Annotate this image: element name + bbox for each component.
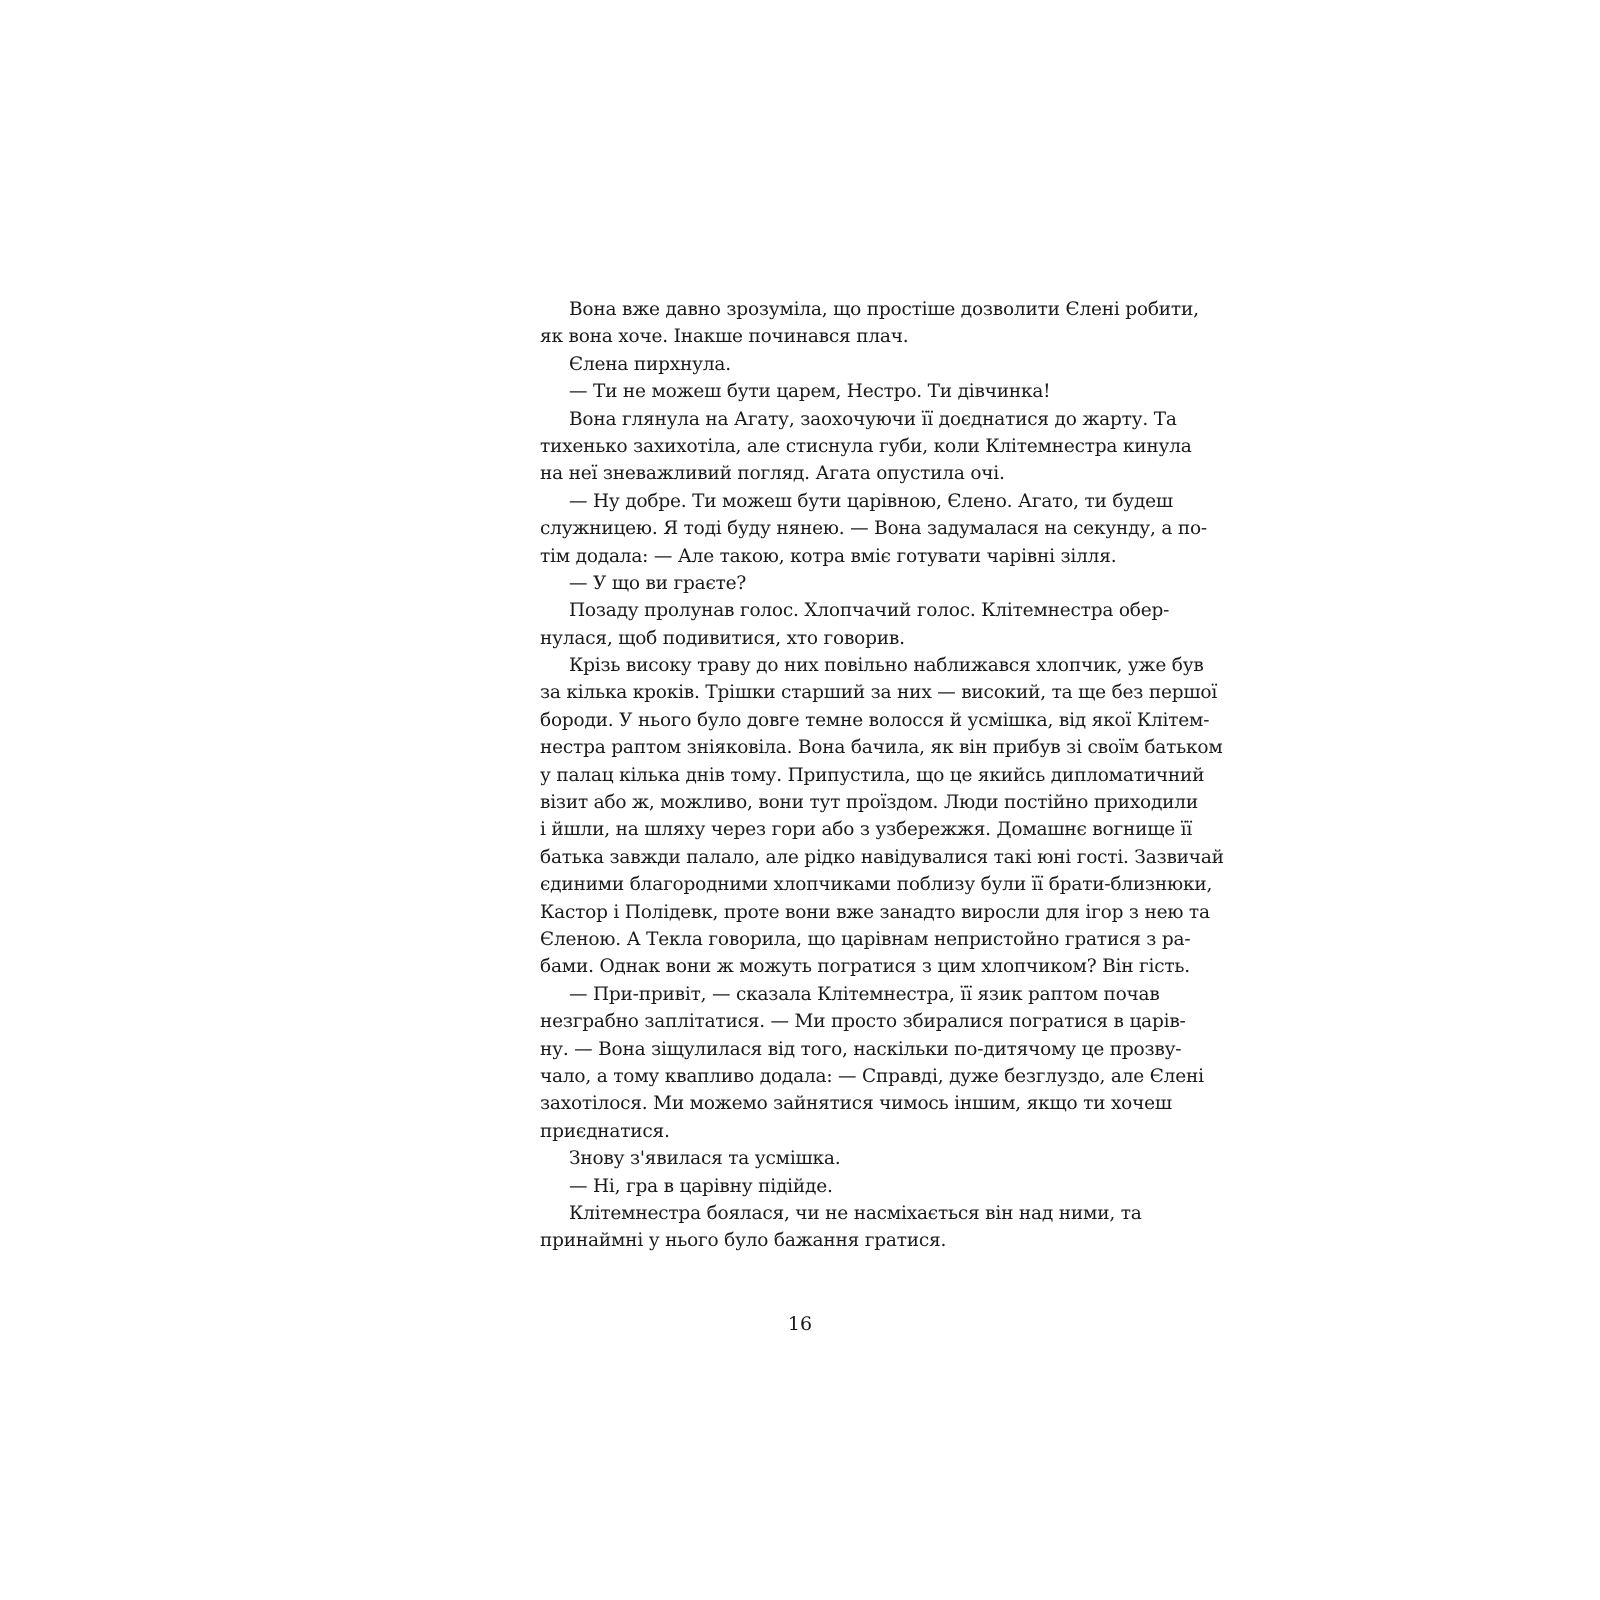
text-line: приєднатися. — [540, 1120, 670, 1142]
page-number: 16 — [787, 1313, 813, 1335]
text-line: Кастор і Полідевк, проте вони вже занадто виросли для ігор з нею та — [540, 901, 1210, 923]
text-line: тихенько захихотіла, але стиснула губи, коли Клітемнестра кинула — [540, 435, 1192, 457]
text-line: у палац кілька днів тому. Припустила, що це якийсь дипломатичний — [540, 764, 1205, 786]
text-line: батька завжди палало, але рідко навідувалися такі юні гості. Зазвичай — [540, 846, 1224, 868]
text-line: нулася, щоб подивитися, хто говорив. — [540, 627, 905, 649]
text-line: Позаду пролунав голос. Хлопчачий голос. Клітемнестра обер- — [569, 600, 1170, 622]
text-line: бороди. У нього було довге темне волосся й усмішка, від якої Клітем- — [540, 709, 1210, 731]
text-line: Єленою. А Текла говорила, що царівнам непристойно гратися з ра- — [540, 928, 1191, 950]
text-line: Єлена пирхнула. — [569, 353, 731, 375]
text-line: — Ні, гра в царівну підійде. — [569, 1175, 833, 1197]
text-line: нестра раптом зніяковіла. Вона бачила, як він прибув зі своїм батьком — [540, 737, 1223, 759]
text-line: захотілося. Ми можемо зайнятися чимось іншим, якщо ти хочеш — [540, 1093, 1172, 1115]
text-line: Знову з'явилася та усмішка. — [569, 1148, 841, 1170]
text-line: Вона глянула на Агату, заохочуючи її доєднатися до жарту. Та — [569, 408, 1177, 430]
text-line: чало, а тому квапливо додала: — Справді, дуже безглуздо, але Єлені — [540, 1065, 1204, 1087]
text-line: бами. Однак вони ж можуть погратися з цим хлопчиком? Він гість. — [540, 956, 1190, 978]
text-line: — При-привіт, — сказала Клітемнестра, її язик раптом почав — [569, 983, 1160, 1005]
text-line: Крізь високу траву до них повільно наближався хлопчик, уже був — [569, 655, 1204, 677]
text-line: служницею. Я тоді буду нянею. — Вона задумалася на секунду, а по- — [540, 518, 1207, 540]
text-line: єдиними благородними хлопчиками поблизу були її брати-близнюки, — [540, 874, 1213, 896]
text-line: принаймні у нього було бажання гратися. — [540, 1230, 947, 1252]
text-line: Вона вже давно зрозуміла, що простіше дозволити Єлені робити, — [569, 299, 1199, 320]
text-line: — Ну добре. Ти можеш бути царівною, Єлено. Агато, ти будеш — [569, 490, 1173, 512]
text-line: тім додала: — Але такою, котра вміє готувати чарівні зілля. — [540, 545, 1117, 567]
text-line: незграбно заплітатися. — Ми просто збиралися погратися в царів- — [540, 1011, 1186, 1033]
text-line: як вона хоче. Інакше починався плач. — [540, 326, 909, 348]
body-text — [540, 296, 1224, 1255]
text-line: на неї зневажливий погляд. Агата опустила очі. — [540, 463, 1005, 485]
text-line: Клітемнестра боялася, чи не насміхається він над ними, та — [569, 1202, 1142, 1224]
text-line: і йшли, на шляху через гори або з узбережжя. Домашнє вогнище її — [540, 819, 1193, 841]
text-line: візит або ж, можливо, вони тут проїздом. Люди постійно приходили — [540, 792, 1198, 814]
text-line: ну. — Вона зіщулилася від того, наскільки по-дитячому це прозву- — [540, 1038, 1182, 1060]
text-line: — Ти не можеш бути царем, Нестро. Ти дівчинка! — [569, 381, 1051, 403]
text-line: за кілька кроків. Трішки старший за них — високий, та ще без першої — [540, 682, 1218, 704]
text-line: — У що ви граєте? — [569, 572, 747, 594]
